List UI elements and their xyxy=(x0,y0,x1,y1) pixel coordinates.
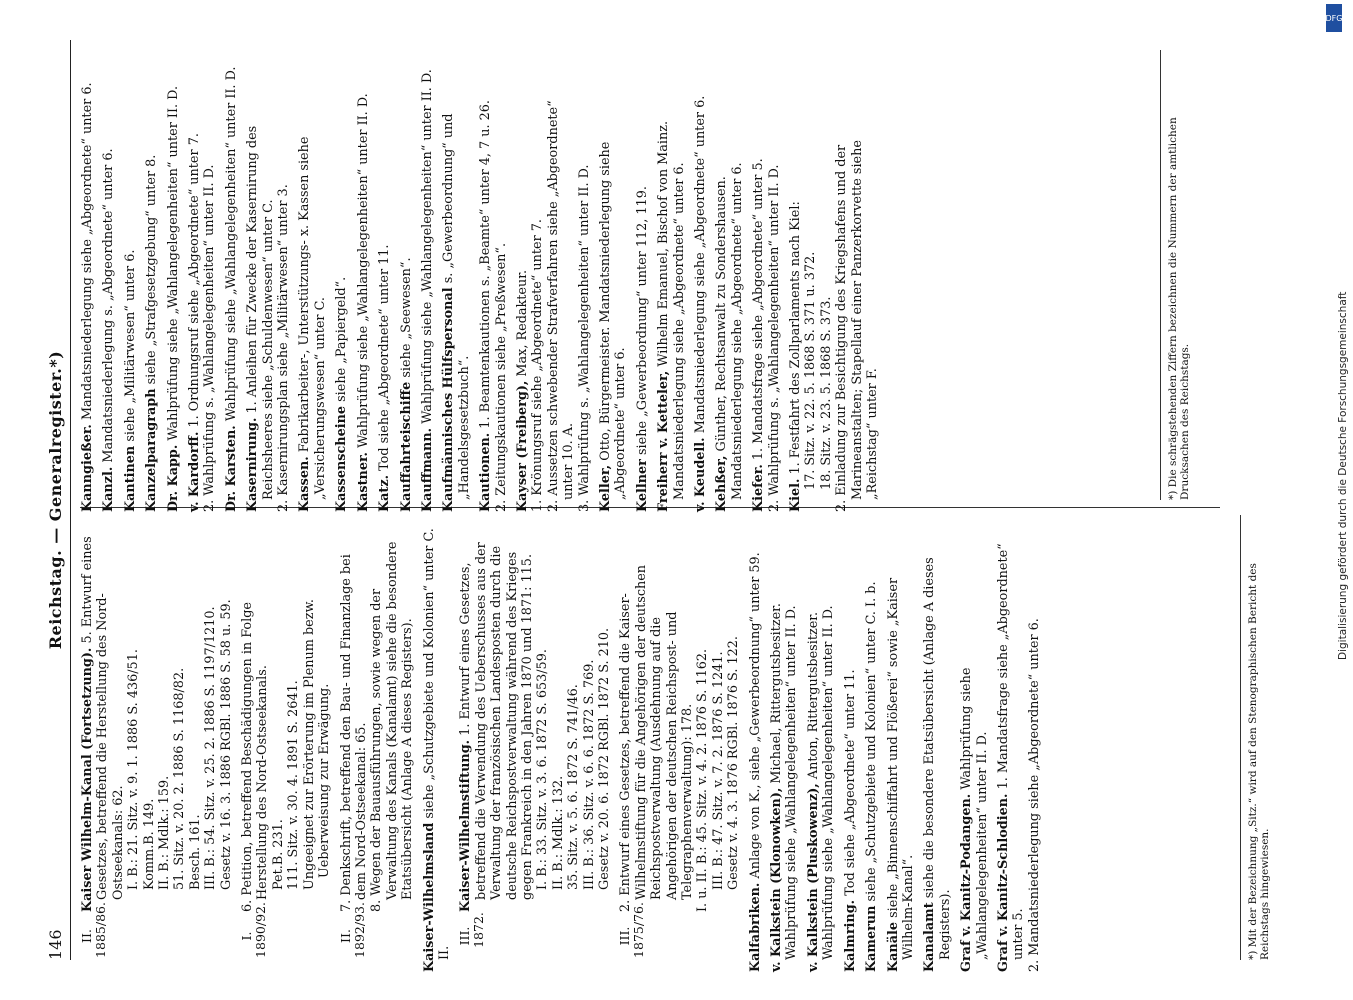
entry-heading: Kanzelparagraph xyxy=(144,388,160,512)
register-entry xyxy=(478,50,509,512)
entry-line: II. B.: Mdlk.: 132. xyxy=(550,775,566,890)
register-entry xyxy=(165,50,181,512)
entry-line: Wahlprüfung siehe „Wahlangelegenheiten“ unter II. D. xyxy=(165,85,181,441)
entry-line: 7. Denkschrift, betreffend den Bau- und Finanzlage bei dem Nord-Ostseekanal: 65. xyxy=(338,554,369,912)
entry-body xyxy=(338,531,416,912)
entry-body xyxy=(458,531,612,912)
entry-heading: v. Kardorff. xyxy=(187,431,203,512)
right-footnote: *) Die schrägstehenden Ziffern bezeichnen die Nummern der amtlichen Drucksachen des Reichstags. xyxy=(1160,50,1191,500)
entry-line: Wilhelm Emanuel, Bischof von Mainz. Mandatsniederlegung siehe „Abgeordnete“ unter 6. xyxy=(656,120,687,500)
entry-heading: Katz. xyxy=(377,474,393,512)
entry-body xyxy=(187,62,218,512)
entry-line: III. B.: 36. Sitz. v. 6. 6. 1872 S. 769. xyxy=(581,659,597,890)
entry-body xyxy=(80,531,234,912)
entry-line: 35. Sitz. v. 5. 6. 1872 S. 741/46. xyxy=(566,684,582,890)
entry-line: 2. Wahlprüfung s. „Wahlangelegenheiten“ unter II. D. xyxy=(766,164,782,512)
entry-body xyxy=(656,62,687,512)
entry-line: Michael, Rittergutsbesitzer. Wahlprüfung siehe „Wahlangelegenheiten“ unter II. D. xyxy=(769,603,800,960)
entry-body xyxy=(885,527,917,972)
entry-line: 17. Sitz. v. 22. 5. 1868 S. 371 u. 372. xyxy=(803,251,819,490)
register-entry xyxy=(618,515,741,960)
entry-body xyxy=(995,527,1042,972)
entry-line: 3. Wahlprüfung s. „Wahlangelegenheiten“ unter II. D. xyxy=(576,164,592,512)
page-number: 146 xyxy=(46,929,65,960)
entry-heading: Kauffmann. xyxy=(419,427,435,512)
entry-body xyxy=(419,62,435,512)
register-entry xyxy=(922,515,953,972)
entry-line: 2. Zeitungskautionen siehe „Preßwesen“. xyxy=(493,242,509,512)
entry-heading: v. Kalkstein (Pluskowenz), xyxy=(805,783,821,972)
entry-line: Komm.B. 149. xyxy=(141,798,157,890)
entry-body xyxy=(478,62,509,512)
register-entry xyxy=(751,50,782,512)
register-entry xyxy=(693,50,708,512)
session-margin-label: I. 1890/92. xyxy=(239,902,269,958)
entry-body xyxy=(377,62,393,512)
entry-heading: Kautionen. xyxy=(478,432,494,512)
entry-heading: Kastner. xyxy=(355,452,371,512)
register-entry xyxy=(458,515,612,960)
entry-line: 1. Anleihen für Zwecke der Kasernirung des Reichsheeres siehe „Schuldenwesen“ unter C. xyxy=(245,125,276,500)
register-entry xyxy=(597,50,629,512)
entry-line: 1. Festfahrt des Zollparlaments nach Kiel: xyxy=(788,201,804,475)
register-entry xyxy=(377,50,393,512)
register-entry xyxy=(419,50,435,512)
entry-body xyxy=(805,527,837,972)
session-margin-label: II. 1892/93. xyxy=(337,902,367,958)
entry-heading: Dr. Karsten. xyxy=(223,425,239,512)
entry-line: Mandatsniederlegung s. „Abgeordnete“ unter 6. xyxy=(101,148,117,463)
entry-line: I. B.: 21. Sitz. v. 9. 1. 1886 S. 436/51. xyxy=(126,649,142,890)
register-entry xyxy=(769,515,800,972)
entry-line: Gesetz v. 4. 3. 1876 RGBl. 1876 S. 122. xyxy=(726,636,742,890)
entry-line: 5. Entwurf eines Gesetzes, betreffend die Herstellung des Nord-Ostseekanals: 62. xyxy=(80,536,126,900)
register-entry xyxy=(80,515,234,960)
entry-body xyxy=(959,527,990,972)
entry-line: Otto, Bürgermeister. Mandatsniederlegung siehe „Abgeordnete“ unter 6. xyxy=(597,141,629,500)
entry-body xyxy=(165,62,181,512)
entry-line: 2. Mandatsniederlegung siehe „Abgeordnete“ unter 6. xyxy=(1026,618,1042,972)
register-entry xyxy=(864,515,880,972)
register-entry xyxy=(421,515,453,972)
entry-line: Gesetz v. 20. 6. 1872 RGBl. 1872 S. 210. xyxy=(597,627,612,890)
entry-line: I. B.: 33. Sitz. v. 3. 6. 1872 S. 653/59. xyxy=(535,649,551,890)
register-entry xyxy=(297,50,328,512)
entry-body xyxy=(441,62,472,512)
entry-line: siehe „Schutzgebiete und Kolonien“ unter C. II. xyxy=(421,528,452,960)
entry-line: III. B.: 47. Sitz. v. 7. 2. 1876 S. 1241. xyxy=(710,651,726,890)
session-margin-label: II. 1885/86. xyxy=(79,902,108,958)
entry-heading: Kanäle xyxy=(885,921,901,972)
entry-line: 51. Sitz. v. 20. 2. 1886 S. 1168/82. xyxy=(172,667,188,890)
entry-heading: Kellner xyxy=(634,459,650,512)
entry-body xyxy=(618,531,742,912)
entry-line: Ungeeignet zur Erörterung im Plenum bezw. Ueberweisung zur Erwägung. xyxy=(301,599,333,890)
entry-line: Anlage von K., siehe „Gewerbeordnung“ unter 59. xyxy=(747,552,763,879)
entry-body xyxy=(693,62,708,512)
entry-heading: Kassen. xyxy=(297,456,313,512)
entry-body xyxy=(597,62,629,512)
register-entry xyxy=(334,50,350,512)
entry-heading: v. Kalkstein (Klonowken), xyxy=(769,787,785,972)
entry-line: Mandatsniederlegung siehe „Abgeordnete“ unter 6. xyxy=(80,82,95,421)
entry-line: siehe „Gewerbeordnung“ unter 112, 119. xyxy=(634,186,650,456)
register-entry xyxy=(398,50,414,512)
entry-body xyxy=(398,62,414,512)
entry-heading: v. Keudell. xyxy=(693,437,708,512)
page-header xyxy=(40,40,71,960)
session-margin-label: III. 1872. xyxy=(457,912,487,948)
entry-line: 2. Aussetzen schwebender Strafverfahren siehe „Abgeordnete“ unter 10. A. xyxy=(545,100,577,512)
entry-heading: Kalfabriken. xyxy=(747,882,763,972)
entry-heading: Keller, xyxy=(597,464,613,512)
entry-body xyxy=(101,62,117,512)
entry-line: Wahlprüfung siehe „Wahlangelegenheiten“ unter II. D. xyxy=(419,69,435,424)
register-entry xyxy=(634,50,650,512)
entry-line: Pet.B. 231. xyxy=(270,819,286,890)
entry-body xyxy=(864,527,880,972)
entry-body xyxy=(144,62,160,512)
digitization-note: Digitalisierung gefördert durch die Deutsche Forschungsgemeinschaft xyxy=(1337,291,1349,660)
register-entry xyxy=(223,50,239,512)
entry-line: 2. Wahlprüfung s. „Wahlangelegenheiten“ unter II. D. xyxy=(202,164,218,512)
entry-line: s. „Gewerbeordnung“ und „Handelsgesetzbuch“. xyxy=(441,113,472,500)
entry-heading: Kantinen xyxy=(122,445,138,512)
entry-heading: Kasernirung. xyxy=(245,417,261,512)
entry-body xyxy=(514,62,592,512)
entry-line: siehe die besondere Etatsübersicht (Anlage A dieses Registers). xyxy=(922,557,953,960)
entry-body xyxy=(788,62,881,512)
entry-line: Wahlprüfung siehe „Wahlangelegenheiten“ unter II. D. xyxy=(959,667,990,960)
page-title: Reichstag. — Generalregister.*) xyxy=(46,350,65,650)
entry-line: Günther, Rechtsanwalt zu Sondershausen. Mandatsniederlegung siehe „Abgeordnete“ unter 6. xyxy=(714,162,745,500)
entry-body xyxy=(240,531,333,912)
register-entry xyxy=(245,50,292,512)
entry-line: Wahlprüfung siehe „Wahlangelegenheiten“ unter II. D. xyxy=(223,66,239,422)
entry-body xyxy=(421,527,453,972)
entry-line: Anton, Rittergutsbesitzer. Wahlprüfung siehe „Wahlangelegenheiten“ unter II. D. xyxy=(805,605,837,960)
entry-body xyxy=(334,62,350,512)
entry-body xyxy=(842,527,858,972)
entry-heading: Kanzl. xyxy=(101,466,117,512)
entry-heading: Kanngießer. xyxy=(80,424,95,512)
entry-body xyxy=(122,62,138,512)
register-entry xyxy=(885,515,917,972)
entry-line: 6. Petition, betreffend Beschädigungen in Folge Herstellung des Nord-Ostseekanals. xyxy=(240,602,271,912)
entry-heading: Kiefer. xyxy=(751,464,767,512)
entry-line: 1. Ordnungsruf siehe „Abgeordnete“ unter 7. xyxy=(187,133,203,428)
left-footnote: *) Mit der Bezeichnung „Sitz.“ wird auf den Stenographischen Bericht des Reichstags hingewiesen. xyxy=(1240,515,1271,960)
entry-body xyxy=(634,62,650,512)
register-entry xyxy=(187,50,218,512)
entry-line: 8. Wegen der Bauausführungen, sowie wegen der Verwaltung des Kanals (Kanalamt) siehe die besondere Etatsübersicht (Anlage A dieses Registers). xyxy=(369,541,416,912)
register-entry xyxy=(842,515,858,972)
entry-body xyxy=(751,62,782,512)
entry-body xyxy=(355,62,371,512)
entry-line: Wahlprüfung siehe „Wahlangelegenheiten“ unter II. D. xyxy=(355,93,371,448)
register-entry xyxy=(441,50,472,512)
register-entry xyxy=(144,50,160,512)
entry-line: 1. Krönungsruf siehe „Abgeordnete“ unter 7. xyxy=(530,219,546,512)
entry-line: 18. Sitz. v. 23. 5. 1868 S. 373. xyxy=(818,296,834,490)
register-entry xyxy=(339,515,416,960)
entry-line: siehe „Militärwesen“ unter 6. xyxy=(122,249,138,442)
entry-line: 2. Einladung zur Besichtigung des Kriegshafens und der Marineanstalten; Stapellauf einer Panzerkorvette siehe „Reichstag“ unter F. xyxy=(834,140,881,512)
entry-body xyxy=(245,62,292,512)
register-entry xyxy=(355,50,371,512)
right-column xyxy=(80,50,886,512)
entry-heading: Graf v. Kanitz-Podangen. xyxy=(959,793,975,972)
register-entry xyxy=(122,50,138,512)
entry-line: 1. Beamtenkautionen s. „Beamte“ unter 4, 7 u. 26. xyxy=(478,100,494,429)
entry-heading: Kehßer, xyxy=(714,455,730,512)
entry-heading: Dr. Kapp. xyxy=(165,444,181,512)
register-entry xyxy=(805,515,837,972)
entry-line: 111. Sitz. v. 30. 4. 1891 S. 2641. xyxy=(286,680,302,890)
entry-line: 1. Entwurf eines Gesetzes, betreffend die Verwendung des Ueberschusses aus der Verwaltung der französischen Landesposten durch die deutsche Reichspostverwaltung während des Krieges gegen Frankreich in den Jahren 1870 und 1871: 115. xyxy=(458,542,535,900)
dfg-logo: DFG xyxy=(1326,4,1342,32)
entry-line: II. B.: Mdlk.: 159. xyxy=(157,775,173,890)
entry-body xyxy=(223,62,239,512)
entry-line: Tod siehe „Abgeordnete“ unter 11. xyxy=(842,669,858,896)
entry-heading: Graf v. Kanitz-Schlodien. xyxy=(995,793,1011,972)
entry-heading: Freiherr v. Ketteler, xyxy=(656,370,672,512)
entry-heading: Kalmring. xyxy=(842,899,858,972)
entry-line: 2. Entwurf eines Gesetzes, betreffend die Kaiser-Wilhelmstiftung für die Angehörigen der deutschen Reichspostverwaltung (Ausdehnung auf die Angehörigen der deutschen Reichspost- und Telegraphenverwaltung): 178. xyxy=(618,564,696,912)
register-entry xyxy=(656,50,687,512)
register-entry xyxy=(747,515,763,972)
entry-line: Besch. 161. xyxy=(187,814,203,890)
entry-body xyxy=(747,527,763,972)
entry-line: siehe „Seewesen“. xyxy=(398,257,414,378)
entry-heading: Kauffahrteischiffe xyxy=(398,381,414,512)
entry-line: 1. Mandatsfrage siehe „Abgeordnete“ unter 5. xyxy=(995,543,1027,960)
left-column xyxy=(79,515,1048,972)
entry-line: I. u. II. B.: 45. Sitz. v. 4. 2. 1876 S. 1162. xyxy=(695,648,711,912)
entry-line: III. B.: 54. Sitz. v. 25. 2. 1886 S. 1197/1210. xyxy=(203,606,219,890)
entry-line: Tod siehe „Abgeordnete“ unter 11. xyxy=(377,244,393,471)
entry-heading: Kiel. xyxy=(788,478,804,512)
entry-line: siehe „Papiergeld“. xyxy=(334,276,350,402)
entry-body xyxy=(922,527,953,972)
entry-line: Gesetz v. 16. 3. 1886 RGBl. 1886 S. 58 u. 59. xyxy=(218,599,234,890)
register-entry xyxy=(514,50,592,512)
entry-body xyxy=(297,62,328,512)
entry-heading: Kaiser-Wilhelmsland xyxy=(421,822,437,972)
register-entry xyxy=(80,50,95,512)
session-margin-label: III. 1875/76. xyxy=(617,902,647,958)
entry-line: 1. Mandatsfrage siehe „Abgeordnete“ unter 5. xyxy=(751,158,767,461)
entry-line: Max, Redakteur. xyxy=(514,269,530,377)
entry-body xyxy=(714,62,745,512)
register-entry xyxy=(714,50,745,512)
entry-line: siehe „Binnenschiffahrt und Flößerei“ sowie „Kaiser Wilhelm-Kanal“. xyxy=(885,577,916,960)
register-entry xyxy=(995,515,1042,972)
entry-line: siehe „Schutzgebiete und Kolonien“ unter C. I. b. xyxy=(864,581,880,902)
entry-line: 2. Kasernirungsplan siehe „Militärwesen“ unter 3. xyxy=(276,184,292,512)
entry-line: siehe „Strafgesetzgebung“ unter 8. xyxy=(144,154,160,385)
entry-line: Fabrikarbeiter-, Unterstützungs- x. Kassen siehe „Versicherungswesen“ unter C. xyxy=(297,136,328,500)
entry-heading: Kayser (Freiberg), xyxy=(514,380,530,512)
entry-heading: Kanalamt xyxy=(922,902,938,972)
entry-body xyxy=(80,62,95,512)
entry-heading: Kaiser Wilhelm-Kanal (Fortsetzung). xyxy=(80,647,95,912)
register-entry xyxy=(959,515,990,972)
entry-heading: Kassenscheine xyxy=(334,405,350,512)
register-entry xyxy=(101,50,117,512)
entry-body xyxy=(769,527,800,972)
entry-heading: Kaiser-Wilhelmstiftung. xyxy=(458,739,474,912)
register-entry xyxy=(788,50,881,512)
register-entry xyxy=(240,515,332,960)
entry-heading: Kamerun xyxy=(864,905,880,972)
entry-heading: Kaufmännisches Hülfspersonal xyxy=(441,287,457,512)
entry-line: Mandatsniederlegung siehe „Abgeordnete“ unter 6. xyxy=(693,95,708,434)
